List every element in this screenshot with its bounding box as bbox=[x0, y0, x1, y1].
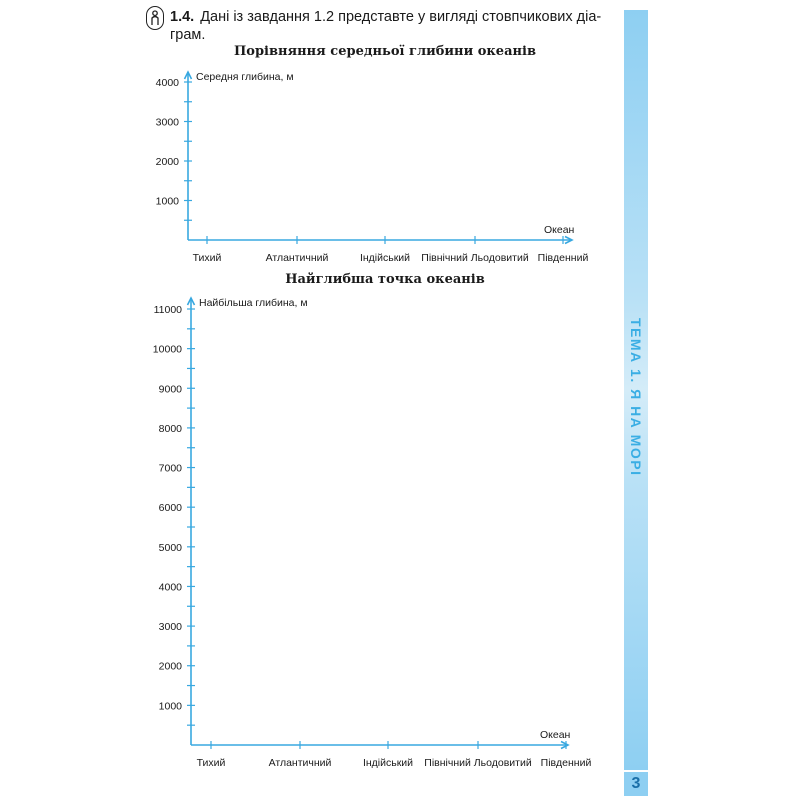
page-number: 3 bbox=[624, 772, 648, 796]
y-tick-label: 6000 bbox=[158, 502, 182, 515]
y-tick-label: 7000 bbox=[158, 462, 182, 475]
chart-title-deepest-point: Найглибша точка океанів bbox=[285, 272, 485, 287]
x-tick-label: Тихий bbox=[192, 252, 222, 264]
y-tick-label: 9000 bbox=[158, 383, 182, 396]
task-text-line2: грам. bbox=[170, 27, 206, 43]
y-axis-label: Середня глибина, м bbox=[196, 71, 294, 83]
task-text-line1: Дані із завдання 1.2 представте у вигляді стовпчикових діа- bbox=[200, 9, 602, 25]
x-tick-label: Північний Льодовитий bbox=[424, 757, 532, 769]
x-axis-label: Океан bbox=[544, 224, 575, 236]
y-tick-label: 8000 bbox=[158, 422, 182, 435]
x-tick-label: Атлантичний bbox=[268, 757, 332, 769]
x-tick-label: Південний bbox=[540, 757, 592, 769]
y-tick-label: 11000 bbox=[153, 304, 182, 316]
chart-title-average-depth: Порівняння середньої глибини океанів bbox=[234, 44, 536, 59]
x-tick-label: Південний bbox=[537, 252, 589, 264]
y-tick-label: 2000 bbox=[155, 156, 179, 168]
y-tick-label: 3000 bbox=[158, 621, 182, 634]
y-tick-label: 4000 bbox=[158, 581, 182, 594]
x-tick-label: Тихий bbox=[196, 757, 226, 769]
y-tick-label: 4000 bbox=[155, 77, 179, 89]
x-tick-label: Північний Льодовитий bbox=[421, 252, 529, 264]
x-tick-label: Індійський bbox=[362, 757, 414, 769]
y-tick-label: 3000 bbox=[155, 116, 179, 129]
x-tick-label: Індійський bbox=[359, 252, 411, 264]
y-tick-label: 1000 bbox=[158, 700, 182, 713]
y-tick-label: 10000 bbox=[152, 343, 182, 356]
x-axis-label: Океан bbox=[540, 729, 571, 741]
y-tick-label: 1000 bbox=[155, 195, 179, 208]
y-axis-label: Найбільша глибина, м bbox=[199, 297, 308, 309]
y-tick-label: 2000 bbox=[158, 660, 182, 673]
x-tick-label: Атлантичний bbox=[265, 252, 329, 264]
task-number: 1.4. bbox=[170, 9, 195, 25]
y-tick-label: 5000 bbox=[158, 541, 182, 554]
sidebar-topic-label: ТЕМА 1. Я НА МОРІ bbox=[628, 318, 644, 477]
